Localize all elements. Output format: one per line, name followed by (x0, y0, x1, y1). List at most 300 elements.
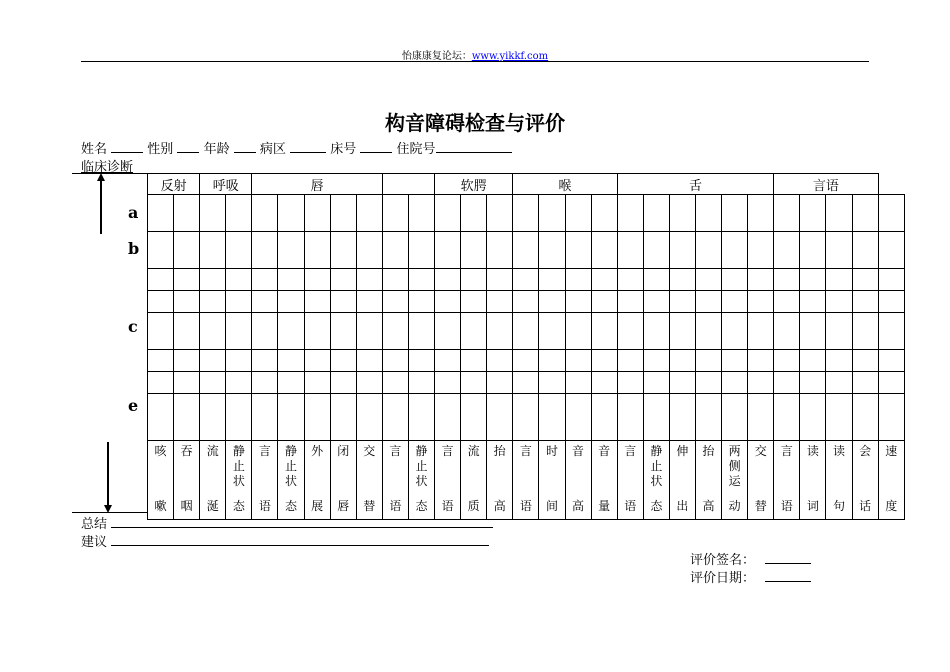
score-cell[interactable] (278, 313, 304, 350)
score-cell[interactable] (435, 394, 461, 441)
score-cell[interactable] (382, 291, 408, 313)
score-cell[interactable] (669, 195, 695, 232)
score-cell[interactable] (722, 232, 748, 269)
down-arrow-line (107, 442, 109, 506)
score-cell[interactable] (669, 394, 695, 441)
score-cell[interactable] (748, 372, 774, 394)
score-cell[interactable] (826, 313, 852, 350)
site-link[interactable]: www.yikkf.com (471, 51, 549, 62)
admission-field[interactable] (436, 140, 512, 153)
score-cell[interactable] (695, 291, 721, 313)
score-cell[interactable] (565, 269, 591, 291)
score-cell[interactable] (669, 350, 695, 372)
score-cell[interactable] (487, 313, 513, 350)
score-cell[interactable] (748, 350, 774, 372)
score-cell[interactable] (565, 313, 591, 350)
score-cell[interactable] (435, 195, 461, 232)
score-cell[interactable] (800, 372, 826, 394)
score-cell[interactable] (304, 269, 330, 291)
score-cell[interactable] (669, 372, 695, 394)
score-cell[interactable] (408, 350, 434, 372)
score-cell[interactable] (800, 394, 826, 441)
score-cell[interactable] (826, 269, 852, 291)
bed-label: 床号 (330, 142, 357, 157)
score-cell[interactable] (617, 269, 643, 291)
score-cell[interactable] (695, 372, 721, 394)
score-cell[interactable] (617, 313, 643, 350)
score-cell[interactable] (382, 394, 408, 441)
item-label-cell (278, 441, 304, 520)
score-cell[interactable] (852, 291, 878, 313)
item-label-bottom: 量 (598, 499, 611, 513)
score-cell[interactable] (252, 195, 278, 232)
evaluator-field[interactable] (765, 551, 811, 564)
score-cell[interactable] (461, 313, 487, 350)
score-cell[interactable] (643, 372, 669, 394)
score-cell[interactable] (435, 232, 461, 269)
item-label-cell (252, 441, 278, 520)
item-label-top (644, 444, 669, 489)
ward-field[interactable] (290, 140, 326, 153)
score-cell[interactable] (748, 313, 774, 350)
score-cell[interactable] (852, 394, 878, 441)
item-char: 言 (258, 444, 271, 458)
score-cell[interactable] (304, 350, 330, 372)
score-cell[interactable] (878, 291, 904, 313)
score-cell[interactable] (252, 372, 278, 394)
score-cell[interactable] (669, 313, 695, 350)
score-cell[interactable] (304, 313, 330, 350)
group-header: 反射 (148, 174, 200, 195)
score-cell[interactable] (513, 372, 539, 394)
group-header: 舌 (617, 174, 774, 195)
assessment-table (147, 173, 905, 520)
score-cell[interactable] (748, 394, 774, 441)
score-cell[interactable] (800, 232, 826, 269)
score-cell[interactable] (774, 350, 800, 372)
score-cell[interactable] (565, 372, 591, 394)
score-cell[interactable] (513, 394, 539, 441)
item-char: 抬 (702, 444, 715, 458)
score-cell[interactable] (643, 195, 669, 232)
score-cell[interactable] (408, 269, 434, 291)
item-label-top (174, 444, 199, 459)
item-label-cell (148, 441, 174, 520)
score-cell[interactable] (226, 350, 252, 372)
bed-field[interactable] (360, 140, 392, 153)
score-cell[interactable] (148, 291, 174, 313)
score-cell[interactable] (774, 291, 800, 313)
score-cell[interactable] (695, 350, 721, 372)
item-char: 外 (311, 444, 324, 458)
score-cell[interactable] (591, 269, 617, 291)
score-cell[interactable] (278, 372, 304, 394)
score-cell[interactable] (617, 291, 643, 313)
score-cell[interactable] (330, 269, 356, 291)
score-cell[interactable] (278, 195, 304, 232)
item-char: 音 (572, 444, 585, 458)
item-label-bottom: 高 (572, 499, 585, 513)
score-cell[interactable] (643, 394, 669, 441)
score-cell[interactable] (565, 232, 591, 269)
score-cell[interactable] (200, 269, 226, 291)
item-label-bottom: 话 (859, 499, 872, 513)
score-cell[interactable] (487, 291, 513, 313)
score-cell[interactable] (226, 232, 252, 269)
score-cell[interactable] (382, 195, 408, 232)
score-cell[interactable] (435, 269, 461, 291)
score-cell[interactable] (774, 313, 800, 350)
score-cell[interactable] (695, 232, 721, 269)
item-label-cell (695, 441, 721, 520)
score-cell[interactable] (539, 350, 565, 372)
sex-field[interactable] (177, 140, 199, 153)
score-cell[interactable] (408, 394, 434, 441)
score-cell[interactable] (356, 394, 382, 441)
score-cell[interactable] (200, 195, 226, 232)
score-cell[interactable] (591, 394, 617, 441)
item-label-cell (748, 441, 774, 520)
score-cell[interactable] (722, 291, 748, 313)
score-cell[interactable] (252, 291, 278, 313)
score-cell[interactable] (617, 232, 643, 269)
score-cell[interactable] (356, 195, 382, 232)
score-cell[interactable] (852, 313, 878, 350)
score-cell[interactable] (330, 195, 356, 232)
item-label-top (722, 444, 747, 489)
score-cell[interactable] (252, 394, 278, 441)
score-cell[interactable] (356, 232, 382, 269)
score-cell[interactable] (461, 350, 487, 372)
item-char: 交 (363, 444, 376, 458)
score-cell[interactable] (722, 313, 748, 350)
item-label-top (774, 444, 799, 459)
score-cell[interactable] (513, 350, 539, 372)
header-divider (81, 61, 869, 62)
score-cell[interactable] (826, 350, 852, 372)
score-cell[interactable] (617, 195, 643, 232)
score-cell[interactable] (461, 269, 487, 291)
score-cell[interactable] (539, 195, 565, 232)
score-cell[interactable] (722, 269, 748, 291)
score-cell[interactable] (669, 269, 695, 291)
row-label-a: a (128, 203, 139, 222)
score-cell[interactable] (461, 372, 487, 394)
score-cell[interactable] (226, 291, 252, 313)
score-cell[interactable] (356, 291, 382, 313)
item-label-top (670, 444, 695, 459)
item-label-cell (226, 441, 252, 520)
score-cell[interactable] (382, 313, 408, 350)
score-cell[interactable] (565, 195, 591, 232)
score-cell[interactable] (513, 195, 539, 232)
score-cell[interactable] (435, 350, 461, 372)
score-cell[interactable] (174, 350, 200, 372)
score-cell[interactable] (304, 291, 330, 313)
score-cell[interactable] (539, 394, 565, 441)
score-cell[interactable] (278, 269, 304, 291)
score-cell[interactable] (174, 372, 200, 394)
score-cell[interactable] (435, 372, 461, 394)
item-label-cell (461, 441, 487, 520)
score-cell[interactable] (539, 269, 565, 291)
score-cell[interactable] (174, 269, 200, 291)
score-cell[interactable] (487, 195, 513, 232)
score-cell[interactable] (748, 195, 774, 232)
score-cell[interactable] (852, 350, 878, 372)
score-cell[interactable] (643, 291, 669, 313)
score-cell[interactable] (591, 350, 617, 372)
score-cell[interactable] (408, 232, 434, 269)
item-char: 读 (832, 444, 845, 458)
item-label-bottom: 嗽 (154, 499, 167, 513)
item-char: 闭 (337, 444, 350, 458)
score-cell[interactable] (565, 291, 591, 313)
score-cell[interactable] (487, 372, 513, 394)
score-cell[interactable] (878, 394, 904, 441)
score-cell[interactable] (669, 291, 695, 313)
evaluator-label: 评价签名： (690, 553, 756, 568)
score-cell[interactable] (643, 350, 669, 372)
item-char: 流 (467, 444, 480, 458)
score-cell[interactable] (487, 232, 513, 269)
score-cell[interactable] (695, 313, 721, 350)
item-char: 状 (650, 474, 663, 488)
score-cell[interactable] (330, 291, 356, 313)
score-cell[interactable] (148, 269, 174, 291)
score-cell[interactable] (513, 313, 539, 350)
score-cell[interactable] (878, 195, 904, 232)
name-field[interactable] (111, 140, 143, 153)
score-cell[interactable] (435, 291, 461, 313)
score-cell[interactable] (148, 394, 174, 441)
score-cell[interactable] (330, 232, 356, 269)
item-label-cell (513, 441, 539, 520)
score-cell[interactable] (878, 232, 904, 269)
score-cell[interactable] (174, 313, 200, 350)
score-cell[interactable] (722, 350, 748, 372)
score-cell[interactable] (513, 291, 539, 313)
score-cell[interactable] (226, 269, 252, 291)
item-label-top (800, 444, 825, 459)
score-cell[interactable] (148, 313, 174, 350)
score-cell[interactable] (487, 394, 513, 441)
score-cell[interactable] (226, 195, 252, 232)
score-cell[interactable] (722, 394, 748, 441)
score-cell[interactable] (226, 394, 252, 441)
item-label-bottom: 语 (519, 499, 532, 513)
score-cell[interactable] (774, 269, 800, 291)
score-cell[interactable] (408, 291, 434, 313)
item-label-bottom: 涎 (206, 499, 219, 513)
score-cell[interactable] (565, 394, 591, 441)
site-label: 怡康康复论坛： (401, 51, 472, 62)
score-cell[interactable] (800, 269, 826, 291)
score-row (148, 313, 905, 350)
score-cell[interactable] (174, 291, 200, 313)
score-cell[interactable] (878, 350, 904, 372)
group-header: 软腭 (435, 174, 513, 195)
advice-field[interactable] (111, 533, 489, 546)
score-cell[interactable] (356, 269, 382, 291)
score-cell[interactable] (200, 232, 226, 269)
score-cell[interactable] (774, 195, 800, 232)
score-cell[interactable] (539, 313, 565, 350)
score-cell[interactable] (774, 232, 800, 269)
score-cell[interactable] (513, 232, 539, 269)
score-cell[interactable] (461, 232, 487, 269)
score-cell[interactable] (852, 372, 878, 394)
score-cell[interactable] (722, 372, 748, 394)
item-label-cell (565, 441, 591, 520)
score-cell[interactable] (408, 195, 434, 232)
score-cell[interactable] (774, 372, 800, 394)
score-cell[interactable] (252, 313, 278, 350)
score-cell[interactable] (748, 232, 774, 269)
score-cell[interactable] (695, 394, 721, 441)
item-label-top (409, 444, 434, 489)
score-cell[interactable] (539, 232, 565, 269)
score-cell[interactable] (591, 313, 617, 350)
score-cell[interactable] (617, 372, 643, 394)
score-cell[interactable] (852, 195, 878, 232)
score-cell[interactable] (226, 313, 252, 350)
score-cell[interactable] (304, 372, 330, 394)
item-char: 言 (441, 444, 454, 458)
item-char: 音 (598, 444, 611, 458)
score-cell[interactable] (591, 232, 617, 269)
score-cell[interactable] (278, 291, 304, 313)
score-cell[interactable] (487, 269, 513, 291)
score-cell[interactable] (148, 232, 174, 269)
summary-field[interactable] (111, 515, 493, 528)
score-cell[interactable] (174, 195, 200, 232)
score-cell[interactable] (356, 350, 382, 372)
score-cell[interactable] (826, 394, 852, 441)
score-cell[interactable] (382, 372, 408, 394)
score-cell[interactable] (591, 372, 617, 394)
score-cell[interactable] (852, 232, 878, 269)
score-cell[interactable] (356, 372, 382, 394)
eval-date-field[interactable] (765, 569, 811, 582)
score-cell[interactable] (669, 232, 695, 269)
item-label-cell (800, 441, 826, 520)
item-label-top (853, 444, 878, 459)
score-cell[interactable] (200, 394, 226, 441)
score-cell[interactable] (382, 269, 408, 291)
score-cell[interactable] (148, 350, 174, 372)
score-cell[interactable] (774, 394, 800, 441)
score-cell[interactable] (748, 269, 774, 291)
score-cell[interactable] (304, 394, 330, 441)
score-cell[interactable] (461, 291, 487, 313)
score-cell[interactable] (878, 269, 904, 291)
score-cell[interactable] (200, 372, 226, 394)
score-cell[interactable] (252, 232, 278, 269)
score-cell[interactable] (591, 291, 617, 313)
score-cell[interactable] (304, 195, 330, 232)
score-cell[interactable] (826, 291, 852, 313)
score-cell[interactable] (200, 313, 226, 350)
score-cell[interactable] (695, 195, 721, 232)
score-cell[interactable] (435, 313, 461, 350)
score-cell[interactable] (461, 394, 487, 441)
score-cell[interactable] (878, 313, 904, 350)
score-cell[interactable] (226, 372, 252, 394)
score-cell[interactable] (461, 195, 487, 232)
score-cell[interactable] (278, 394, 304, 441)
item-char: 会 (859, 444, 872, 458)
score-cell[interactable] (800, 350, 826, 372)
score-cell[interactable] (174, 232, 200, 269)
score-cell[interactable] (252, 350, 278, 372)
score-cell[interactable] (382, 350, 408, 372)
score-cell[interactable] (643, 313, 669, 350)
score-cell[interactable] (382, 232, 408, 269)
score-cell[interactable] (278, 350, 304, 372)
score-cell[interactable] (591, 195, 617, 232)
score-cell[interactable] (200, 291, 226, 313)
score-cell[interactable] (330, 394, 356, 441)
score-cell[interactable] (408, 313, 434, 350)
score-cell[interactable] (278, 232, 304, 269)
item-char: 交 (754, 444, 767, 458)
score-cell[interactable] (617, 394, 643, 441)
score-cell[interactable] (513, 269, 539, 291)
score-cell[interactable] (800, 313, 826, 350)
item-char: 侧 (728, 459, 741, 473)
score-cell[interactable] (356, 313, 382, 350)
score-cell[interactable] (643, 269, 669, 291)
score-cell[interactable] (539, 291, 565, 313)
score-cell[interactable] (852, 269, 878, 291)
score-cell[interactable] (408, 372, 434, 394)
age-field[interactable] (234, 140, 256, 153)
score-cell[interactable] (330, 350, 356, 372)
up-arrow-icon (97, 173, 105, 181)
score-cell[interactable] (748, 291, 774, 313)
score-cell[interactable] (722, 195, 748, 232)
score-cell[interactable] (200, 350, 226, 372)
score-cell[interactable] (878, 372, 904, 394)
item-label-cell (826, 441, 852, 520)
score-cell[interactable] (148, 195, 174, 232)
score-cell[interactable] (539, 372, 565, 394)
score-cell[interactable] (695, 269, 721, 291)
score-cell[interactable] (800, 195, 826, 232)
score-cell[interactable] (304, 232, 330, 269)
score-cell[interactable] (330, 372, 356, 394)
score-cell[interactable] (330, 313, 356, 350)
score-cell[interactable] (252, 269, 278, 291)
row-label-e: e (128, 396, 139, 415)
score-cell[interactable] (148, 372, 174, 394)
score-cell[interactable] (174, 394, 200, 441)
score-cell[interactable] (826, 232, 852, 269)
score-cell[interactable] (617, 350, 643, 372)
summary-line (81, 513, 493, 532)
item-label-top (618, 444, 643, 459)
score-cell[interactable] (826, 195, 852, 232)
item-char: 抬 (493, 444, 506, 458)
score-cell[interactable] (487, 350, 513, 372)
item-label-top (748, 444, 773, 459)
down-arrow-icon (104, 505, 112, 513)
score-cell[interactable] (643, 232, 669, 269)
score-cell[interactable] (800, 291, 826, 313)
score-cell[interactable] (826, 372, 852, 394)
score-cell[interactable] (565, 350, 591, 372)
